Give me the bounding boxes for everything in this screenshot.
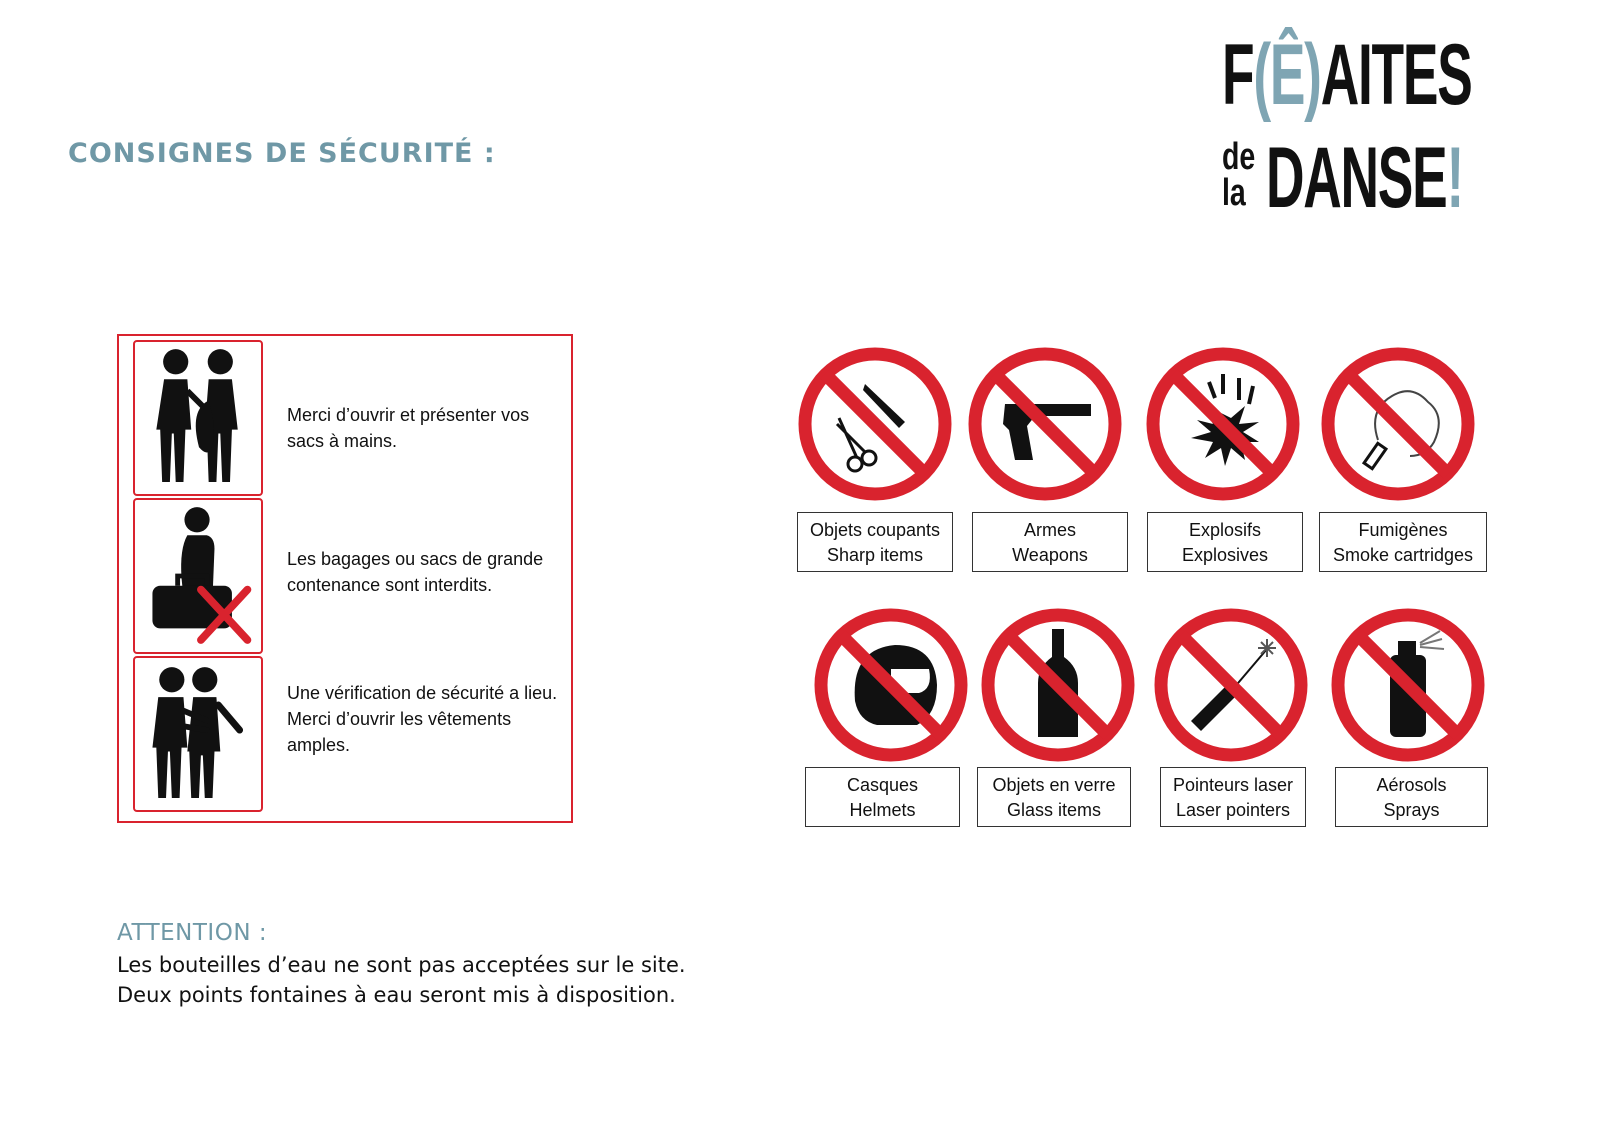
smoke-cartridge-icon [1318, 344, 1478, 504]
sign-label: Aérosols Sprays [1335, 767, 1488, 827]
attention-line: Deux points fontaines à eau seront mis à disposition. [117, 983, 676, 1007]
page-title: CONSIGNES DE SÉCURITÉ : [68, 138, 496, 169]
instruction-row [133, 340, 563, 496]
no-luggage-icon [133, 498, 263, 654]
explosive-icon [1143, 344, 1303, 504]
logo-line-2: DANSE! [1266, 130, 1463, 226]
sign-label: Fumigènes Smoke cartridges [1319, 512, 1487, 572]
instruction-row [133, 498, 563, 654]
instructions-panel [117, 334, 573, 823]
instruction-text: Les bagages ou sacs de grande contenance sont interdits. [287, 549, 544, 595]
aerosol-icon [1328, 605, 1488, 765]
attention-title: ATTENTION : [117, 920, 268, 946]
instruction-text: Merci d’ouvrir et présenter vos sacs à mains. [287, 405, 530, 451]
instruction-text: Une vérification de sécurité a lieu. Merci d’ouvrir les vêtements amples. [287, 683, 558, 755]
sign-label: Casques Helmets [805, 767, 960, 827]
weapon-icon [965, 344, 1125, 504]
sharp-items-icon [795, 344, 955, 504]
sign-label: Objets coupants Sharp items [797, 512, 953, 572]
logo-small-text: de la [1222, 136, 1256, 214]
laser-pointer-icon [1151, 605, 1311, 765]
logo-line-1: F(Ê)AITES [1222, 27, 1472, 123]
open-bag-icon [133, 340, 263, 496]
attention-line: Les bouteilles d’eau ne sont pas acceptées sur le site. [117, 953, 686, 977]
sign-label: Objets en verre Glass items [977, 767, 1131, 827]
sign-label: Armes Weapons [972, 512, 1128, 572]
instruction-row [133, 656, 563, 812]
sign-label: Explosifs Explosives [1147, 512, 1303, 572]
sign-label: Pointeurs laser Laser pointers [1160, 767, 1306, 827]
security-check-icon [133, 656, 263, 812]
festival-logo [1222, 27, 1482, 232]
helmet-icon [811, 605, 971, 765]
glass-bottle-icon [978, 605, 1138, 765]
